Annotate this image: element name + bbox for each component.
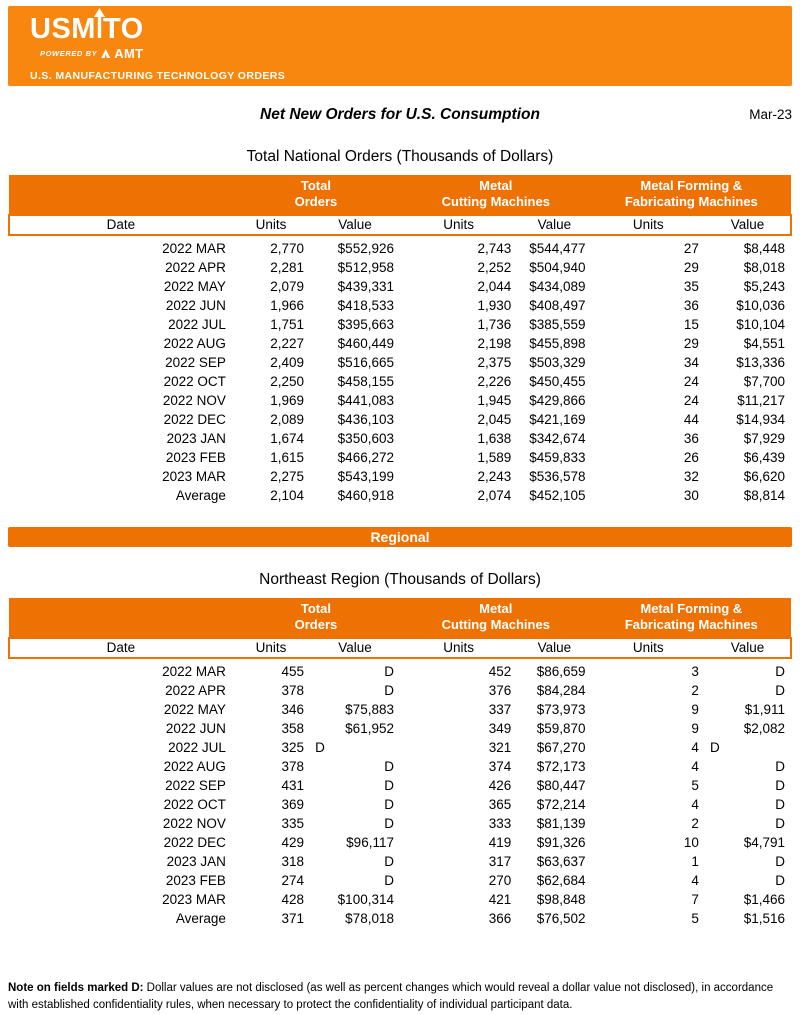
- units-cell: 36: [683, 431, 699, 446]
- value-cell: $504,940: [529, 260, 586, 275]
- units-cell: 2,198: [477, 336, 512, 351]
- units-cell: 2,770: [270, 241, 305, 256]
- value-cell: $61,952: [345, 721, 394, 736]
- value-cell: $408,497: [529, 298, 586, 313]
- value-cell: D: [384, 664, 394, 679]
- group-header-line2: Orders: [294, 194, 338, 209]
- date-cell: 2022 APR: [165, 683, 226, 698]
- value-header-cell: Value: [705, 638, 791, 658]
- value-cell: $512,958: [337, 260, 394, 275]
- value-cell: $6,439: [743, 450, 785, 465]
- date-cell: 2022 OCT: [163, 797, 226, 812]
- date-cell: 2022 DEC: [163, 835, 226, 850]
- value-cell: $96,117: [346, 835, 394, 850]
- date-cell: 2022 AUG: [163, 759, 226, 774]
- group-header-line2: Fabricating Machines: [624, 617, 758, 632]
- units-cell: 2,409: [270, 355, 305, 370]
- units-cell: 369: [281, 797, 305, 812]
- report-date: Mar-23: [749, 107, 792, 122]
- units-cell: 274: [281, 873, 305, 888]
- value-cell: $72,214: [536, 797, 586, 812]
- date-cell: 2022 JUN: [165, 721, 226, 736]
- date-cell: 2023 MAR: [162, 469, 226, 484]
- value-cell: D: [709, 740, 720, 755]
- units-cell: 2: [691, 683, 699, 698]
- value-cell: $80,447: [536, 778, 586, 793]
- data-row: [9, 738, 791, 757]
- data-row: [9, 353, 791, 372]
- value-cell: $1,516: [743, 911, 785, 926]
- date-cell: 2023 FEB: [165, 873, 226, 888]
- column-header-row: [9, 215, 791, 235]
- date-cell: 2022 MAR: [162, 241, 226, 256]
- data-row: [9, 658, 791, 681]
- data-row: [9, 776, 791, 795]
- data-row: [9, 448, 791, 467]
- value-cell: D: [775, 683, 785, 698]
- units-cell: 2,226: [477, 374, 512, 389]
- value-header-cell: Value: [705, 215, 791, 235]
- units-cell: 419: [488, 835, 512, 850]
- units-cell: 2,743: [477, 241, 512, 256]
- value-cell: $4,551: [743, 336, 785, 351]
- value-cell: $7,700: [743, 374, 785, 389]
- value-cell: D: [775, 664, 785, 679]
- value-cell: $436,103: [337, 412, 394, 427]
- data-row: [9, 814, 791, 833]
- up-arrow-icon: [94, 8, 105, 44]
- northeast-table-title: Northeast Region (Thousands of Dollars): [259, 571, 541, 588]
- data-row: [9, 391, 791, 410]
- group-header-line1: Metal: [479, 178, 513, 193]
- units-cell: 1,969: [270, 393, 305, 408]
- date-cell: 2022 NOV: [162, 393, 226, 408]
- value-cell: D: [775, 778, 785, 793]
- group-header-row: [9, 598, 791, 638]
- value-header-cell: Value: [310, 638, 400, 658]
- date-cell: 2022 JUL: [168, 317, 226, 332]
- units-cell: 9: [691, 702, 699, 717]
- date-cell: 2022 MAY: [163, 702, 226, 717]
- units-cell: 429: [281, 835, 305, 850]
- data-row: [9, 429, 791, 448]
- units-cell: 30: [683, 488, 699, 503]
- units-cell: 15: [683, 317, 699, 332]
- group-header-line1: Total: [300, 601, 331, 616]
- data-row: [9, 795, 791, 814]
- value-header-cell: Value: [517, 638, 591, 658]
- date-header-cell: Date: [9, 638, 232, 658]
- group-header-line2: Fabricating Machines: [624, 194, 758, 209]
- value-cell: $434,089: [529, 279, 586, 294]
- units-cell: 317: [488, 854, 512, 869]
- value-cell: $67,270: [536, 740, 586, 755]
- value-cell: $385,559: [529, 317, 586, 332]
- value-cell: $100,314: [337, 892, 394, 907]
- value-cell: $395,663: [337, 317, 394, 332]
- value-cell: $458,155: [337, 374, 394, 389]
- value-cell: $72,173: [536, 759, 586, 774]
- value-cell: D: [775, 816, 785, 831]
- value-cell: $4,791: [743, 835, 785, 850]
- units-cell: 4: [691, 759, 699, 774]
- data-row: [9, 871, 791, 890]
- value-cell: $63,637: [536, 854, 586, 869]
- value-cell: $459,833: [529, 450, 586, 465]
- usmto-logo: [30, 15, 144, 44]
- units-cell: 4: [691, 740, 699, 755]
- value-cell: $8,018: [743, 260, 785, 275]
- value-cell: D: [384, 759, 394, 774]
- units-header-cell: Units: [232, 215, 310, 235]
- units-header-cell: Units: [592, 215, 705, 235]
- data-row: [9, 852, 791, 871]
- units-cell: 335: [281, 816, 305, 831]
- usmto-logo-text-left: USM: [30, 13, 96, 45]
- units-cell: 337: [488, 702, 512, 717]
- value-cell: $1,911: [744, 702, 785, 717]
- group-header-spacer: [9, 598, 232, 638]
- units-cell: 452: [488, 664, 512, 679]
- units-cell: 4: [691, 873, 699, 888]
- units-cell: 1,615: [270, 450, 305, 465]
- units-cell: 2,074: [477, 488, 512, 503]
- units-cell: 376: [488, 683, 512, 698]
- units-cell: 1,589: [477, 450, 512, 465]
- units-cell: 27: [683, 241, 699, 256]
- data-row: [9, 410, 791, 429]
- value-cell: $421,169: [529, 412, 586, 427]
- value-cell: $350,603: [337, 431, 394, 446]
- units-cell: 2,250: [270, 374, 305, 389]
- value-cell: $78,018: [345, 911, 394, 926]
- date-cell: 2022 SEP: [165, 778, 226, 793]
- value-header-cell: Value: [517, 215, 591, 235]
- units-cell: 378: [281, 759, 305, 774]
- value-cell: D: [384, 816, 394, 831]
- group-header-metal-cutting-machines: [400, 598, 592, 638]
- value-cell: D: [384, 854, 394, 869]
- data-row: [9, 277, 791, 296]
- date-cell: Average: [175, 488, 226, 503]
- date-cell: 2022 JUL: [168, 740, 226, 755]
- data-row: [9, 315, 791, 334]
- note-body: Dollar values are not disclosed (as well as percent changes which would reveal a dollar value not disclosed), in accordance with established confidentiality rules, when necessary to protect the confidentiality of individual participant data.: [8, 982, 774, 1012]
- group-header-line2: Cutting Machines: [441, 194, 550, 209]
- value-cell: D: [775, 759, 785, 774]
- units-cell: 1,736: [477, 317, 512, 332]
- data-row: [9, 296, 791, 315]
- data-row: [9, 890, 791, 909]
- value-cell: $8,814: [743, 488, 785, 503]
- note-label: Note on fields marked D:: [8, 982, 144, 994]
- group-header-line1: Metal Forming &: [640, 178, 743, 193]
- value-cell: $342,674: [529, 431, 586, 446]
- value-cell: $81,139: [536, 816, 586, 831]
- value-cell: $7,929: [743, 431, 785, 446]
- date-cell: 2023 JAN: [166, 854, 226, 869]
- header-banner: [8, 6, 792, 86]
- title-row: [8, 106, 792, 124]
- northeast-orders-table: [8, 598, 792, 928]
- value-cell: D: [775, 873, 785, 888]
- units-cell: 2,252: [477, 260, 512, 275]
- units-cell: 371: [281, 911, 305, 926]
- value-cell: $552,926: [337, 241, 394, 256]
- units-cell: 378: [281, 683, 305, 698]
- data-row: [9, 334, 791, 353]
- value-header-cell: Value: [310, 215, 400, 235]
- value-cell: $8,448: [743, 241, 785, 256]
- units-cell: 1: [691, 854, 699, 869]
- report-title: Net New Orders for U.S. Consumption: [260, 106, 540, 123]
- date-cell: 2023 MAR: [162, 892, 226, 907]
- note-text: [8, 980, 792, 1015]
- units-cell: 1,966: [270, 298, 305, 313]
- date-cell: 2022 MAY: [163, 279, 226, 294]
- date-cell: 2022 JUN: [165, 298, 226, 313]
- units-cell: 29: [683, 336, 699, 351]
- value-cell: $543,199: [337, 469, 394, 484]
- units-cell: 1,945: [477, 393, 512, 408]
- value-cell: $59,870: [536, 721, 586, 736]
- units-cell: 9: [691, 721, 699, 736]
- units-cell: 318: [281, 854, 305, 869]
- data-row: [9, 757, 791, 776]
- units-cell: 2,044: [477, 279, 512, 294]
- group-header-line1: Total: [300, 178, 331, 193]
- value-cell: $13,336: [736, 355, 785, 370]
- value-cell: $516,665: [337, 355, 394, 370]
- value-cell: $14,934: [736, 412, 785, 427]
- date-cell: 2022 NOV: [162, 816, 226, 831]
- units-cell: 455: [281, 664, 305, 679]
- average-row: [9, 486, 791, 505]
- value-cell: $429,866: [529, 393, 586, 408]
- units-cell: 10: [683, 835, 699, 850]
- units-cell: 7: [691, 892, 699, 907]
- value-cell: $452,105: [529, 488, 586, 503]
- value-cell: $84,284: [536, 683, 586, 698]
- units-cell: 325: [281, 740, 305, 755]
- data-row: [9, 372, 791, 391]
- units-cell: 358: [281, 721, 305, 736]
- units-header-cell: Units: [592, 638, 705, 658]
- units-cell: 2,079: [270, 279, 305, 294]
- group-header-line1: Metal: [479, 601, 513, 616]
- units-cell: 36: [683, 298, 699, 313]
- units-cell: 2,089: [270, 412, 305, 427]
- value-cell: $86,659: [536, 664, 586, 679]
- units-cell: 1,674: [270, 431, 305, 446]
- value-cell: D: [315, 740, 325, 755]
- average-row: [9, 909, 791, 928]
- value-cell: D: [384, 873, 394, 888]
- data-row: [9, 719, 791, 738]
- units-cell: 2,281: [270, 260, 305, 275]
- date-cell: 2022 SEP: [165, 355, 226, 370]
- date-cell: 2022 MAR: [162, 664, 226, 679]
- value-cell: $98,848: [536, 892, 586, 907]
- units-cell: 4: [691, 797, 699, 812]
- value-cell: $503,329: [529, 355, 586, 370]
- units-cell: 5: [691, 778, 699, 793]
- units-cell: 32: [683, 469, 699, 484]
- group-header-line1: Metal Forming &: [640, 601, 743, 616]
- value-cell: $455,898: [529, 336, 586, 351]
- value-cell: $466,272: [337, 450, 394, 465]
- data-row: [9, 258, 791, 277]
- group-header-line2: Cutting Machines: [441, 617, 550, 632]
- units-cell: 1,930: [477, 298, 512, 313]
- date-cell: 2022 DEC: [163, 412, 226, 427]
- powered-by-row: [40, 46, 792, 61]
- value-cell: D: [775, 797, 785, 812]
- value-cell: $62,684: [536, 873, 586, 888]
- units-cell: 3: [691, 664, 699, 679]
- units-cell: 428: [281, 892, 305, 907]
- group-header-metal-forming-fabricating-machines: [592, 175, 791, 215]
- units-cell: 426: [488, 778, 512, 793]
- regional-banner: Regional: [8, 527, 792, 547]
- group-header-line2: Orders: [294, 617, 338, 632]
- data-row: [9, 700, 791, 719]
- value-cell: $536,578: [529, 469, 586, 484]
- units-cell: 24: [683, 374, 699, 389]
- powered-by-label: POWERED BY: [40, 49, 98, 58]
- date-cell: 2023 FEB: [165, 450, 226, 465]
- date-cell: Average: [175, 911, 226, 926]
- value-cell: $439,331: [337, 279, 394, 294]
- value-cell: D: [384, 778, 394, 793]
- date-cell: 2022 APR: [165, 260, 226, 275]
- units-cell: 270: [488, 873, 512, 888]
- units-cell: 365: [488, 797, 512, 812]
- value-cell: $73,973: [536, 702, 586, 717]
- value-cell: $1,466: [743, 892, 785, 907]
- group-header-metal-forming-fabricating-machines: [592, 598, 791, 638]
- value-cell: $441,083: [337, 393, 394, 408]
- units-cell: 431: [281, 778, 305, 793]
- value-cell: $11,217: [737, 393, 785, 408]
- data-row: [9, 833, 791, 852]
- units-cell: 1,638: [477, 431, 512, 446]
- units-cell: 2,243: [477, 469, 512, 484]
- value-cell: $10,036: [736, 298, 785, 313]
- banner-subtitle: U.S. MANUFACTURING TECHNOLOGY ORDERS: [30, 70, 286, 82]
- national-table-title: Total National Orders (Thousands of Dollars): [246, 148, 554, 165]
- value-cell: $460,449: [337, 336, 394, 351]
- units-cell: 34: [683, 355, 699, 370]
- units-cell: 29: [683, 260, 699, 275]
- value-cell: $75,883: [345, 702, 394, 717]
- units-cell: 346: [281, 702, 305, 717]
- date-cell: 2023 JAN: [166, 431, 226, 446]
- value-cell: D: [384, 797, 394, 812]
- date-header-cell: Date: [9, 215, 232, 235]
- units-cell: 374: [488, 759, 512, 774]
- national-orders-table: [8, 175, 792, 505]
- column-header-row: [9, 638, 791, 658]
- data-row: [9, 681, 791, 700]
- page: [8, 6, 792, 1015]
- group-header-total-orders: [232, 598, 400, 638]
- value-cell: $10,104: [736, 317, 785, 332]
- value-cell: $544,477: [529, 241, 586, 256]
- value-cell: $6,620: [743, 469, 785, 484]
- units-cell: 321: [488, 740, 512, 755]
- units-cell: 366: [488, 911, 512, 926]
- data-row: [9, 467, 791, 486]
- units-header-cell: Units: [400, 215, 517, 235]
- units-cell: 2,104: [270, 488, 305, 503]
- units-cell: 5: [691, 911, 699, 926]
- usmto-logo-text-right: TO: [102, 13, 144, 45]
- group-header-metal-cutting-machines: [400, 175, 592, 215]
- group-header-spacer: [9, 175, 232, 215]
- units-cell: 35: [683, 279, 699, 294]
- units-cell: 1,751: [270, 317, 305, 332]
- value-cell: D: [384, 683, 394, 698]
- date-cell: 2022 OCT: [163, 374, 226, 389]
- amt-logo-icon: [101, 49, 110, 58]
- value-cell: $418,533: [337, 298, 394, 313]
- units-cell: 2,375: [477, 355, 512, 370]
- units-cell: 2,275: [270, 469, 305, 484]
- units-cell: 333: [488, 816, 512, 831]
- value-cell: $91,326: [536, 835, 586, 850]
- value-cell: D: [775, 854, 785, 869]
- group-header-total-orders: [232, 175, 400, 215]
- units-header-cell: Units: [400, 638, 517, 658]
- value-cell: $450,455: [529, 374, 586, 389]
- units-cell: 2: [691, 816, 699, 831]
- amt-label: AMT: [114, 46, 144, 61]
- data-row: [9, 235, 791, 258]
- units-cell: 44: [683, 412, 699, 427]
- value-cell: $76,502: [536, 911, 586, 926]
- units-cell: 26: [683, 450, 699, 465]
- units-cell: 2,227: [270, 336, 305, 351]
- units-header-cell: Units: [232, 638, 310, 658]
- units-cell: 421: [488, 892, 512, 907]
- units-cell: 24: [683, 393, 699, 408]
- date-cell: 2022 AUG: [163, 336, 226, 351]
- units-cell: 2,045: [477, 412, 512, 427]
- group-header-row: [9, 175, 791, 215]
- value-cell: $2,082: [743, 721, 785, 736]
- units-cell: 349: [488, 721, 512, 736]
- value-cell: $460,918: [337, 488, 394, 503]
- value-cell: $5,243: [743, 279, 785, 294]
